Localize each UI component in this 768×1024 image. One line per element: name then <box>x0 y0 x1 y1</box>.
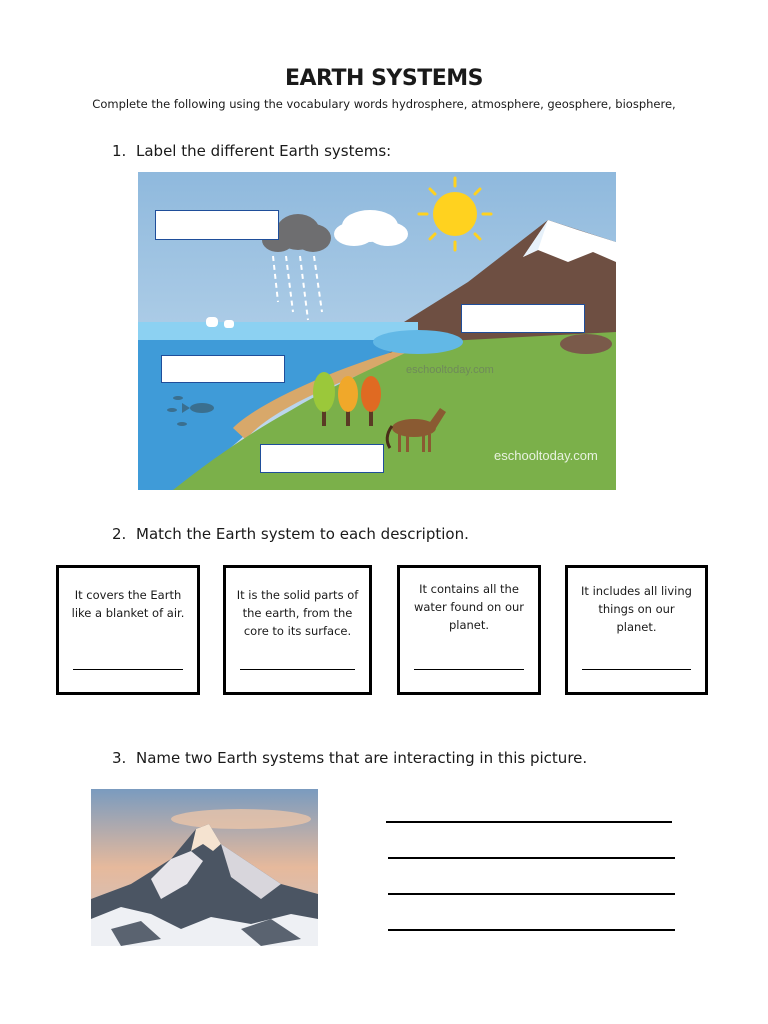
label-box-geosphere[interactable] <box>461 304 585 333</box>
worksheet-instructions: Complete the following using the vocabulary words hydrosphere, atmosphere, geosphere, biosphere, <box>92 97 676 111</box>
card-description: It is the solid parts of the earth, from the core to its surface. <box>236 588 359 638</box>
diagram-watermark-2: eschooltoday.com <box>494 448 598 463</box>
question-number: 3. <box>112 749 127 767</box>
card-answer-line[interactable] <box>414 669 524 670</box>
mountain-photo <box>91 789 318 946</box>
question-text: Name two Earth systems that are interacting in this picture. <box>136 749 588 767</box>
card-description: It includes all living things on our planet. <box>581 584 692 634</box>
description-card <box>565 565 708 695</box>
trees-icon <box>313 372 381 426</box>
diagram-watermark: eschooltoday.com <box>406 364 494 376</box>
label-box-biosphere[interactable] <box>260 444 384 473</box>
description-card <box>223 565 372 695</box>
answer-line[interactable] <box>388 929 675 931</box>
card-description: It covers the Earth like a blanket of air. <box>71 588 185 620</box>
answer-line[interactable] <box>386 821 672 823</box>
label-box-atmosphere[interactable] <box>155 210 279 240</box>
question-3 <box>112 749 587 767</box>
earth-systems-diagram <box>138 172 616 490</box>
mountain-photo-image <box>91 789 318 946</box>
question-text: Match the Earth system to each description. <box>136 525 469 543</box>
card-answer-line[interactable] <box>240 669 355 670</box>
worksheet-title: EARTH SYSTEMS <box>285 66 483 91</box>
question-text: Label the different Earth systems: <box>136 142 392 160</box>
card-answer-line[interactable] <box>582 669 691 670</box>
question-2 <box>112 525 469 543</box>
lake <box>373 330 463 354</box>
description-card <box>56 565 200 695</box>
question-1 <box>112 142 391 160</box>
answer-line[interactable] <box>388 893 675 895</box>
label-box-hydrosphere[interactable] <box>161 355 285 383</box>
question-number: 2. <box>112 525 127 543</box>
card-description: It contains all the water found on our planet. <box>413 582 525 632</box>
description-card <box>397 565 541 695</box>
question-number: 1. <box>112 142 127 160</box>
card-answer-line[interactable] <box>73 669 183 670</box>
rocks <box>560 334 612 354</box>
answer-line[interactable] <box>388 857 675 859</box>
